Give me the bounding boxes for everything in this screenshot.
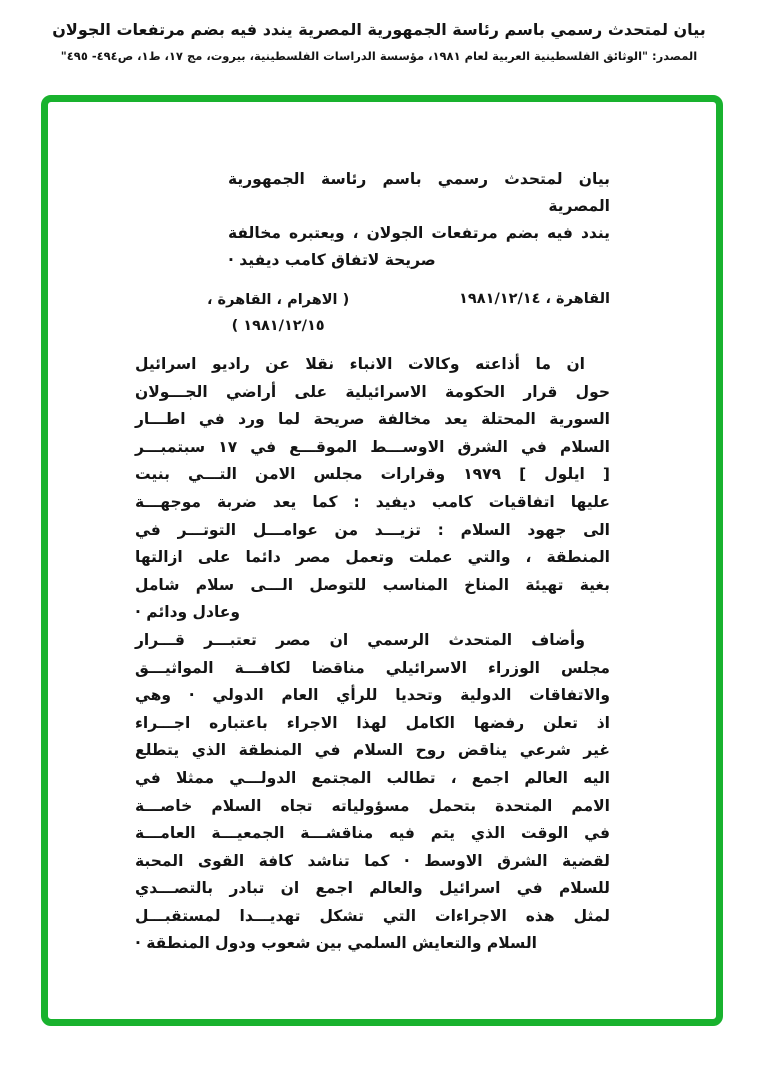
body-line: بغية تهيئة المناخ المناسب للتوصل الـــى سلام شامل [135, 575, 610, 594]
heading-line: بيان لمتحدث رسمي باسم رئاسة الجمهورية المصرية [228, 170, 610, 215]
body-line: لقضية الشرق الاوسط · كما تناشد كافة القوى المحبة [135, 851, 610, 870]
body-line: [ ايلول ] ١٩٧٩ وقرارات مجلس الامن التـــي بنيت [135, 465, 611, 484]
body-line: السورية المحتلة يعد مخالفة صريحة لما ورد في اطـــار [135, 410, 610, 429]
dateline-source-line: ( الاهرام ، القاهرة ، [207, 292, 350, 308]
body-line: لمثل هذه الاجراءات التي تشكل تهديـــدا لمستقبـــل [135, 906, 610, 925]
body-line: وأضاف المتحدث الرسمي ان مصر تعتبـــر قـــرار [135, 630, 585, 649]
body-line: اذ تعلن رفضها الكامل لهذا الاجراء باعتباره اجـــراء [135, 713, 610, 732]
body-line: المنطقة ، والتي عملت وتعمل مصر دائما على ازالتها [135, 548, 610, 567]
body-line: السلام في الشرق الاوســـط الموقـــع في ١٧ سبتمبـــر [135, 437, 610, 456]
body-line: في الوقت الذي يتم فيه مناقشـــة الجمعيـــة العامـــة [135, 824, 610, 843]
body-line: الى جهود السلام : تزيـــد من عوامـــل التوتـــر في [135, 520, 610, 539]
body-line: حول قرار الحكومة الاسرائيلية على أراضي الجـــولان [135, 382, 610, 401]
body-line: للسلام في اسرائيل والعالم اجمع ان تبادر بالتصـــدي [135, 879, 610, 898]
body-line: السلام والتعايش السلمي بين شعوب ودول المنطقة · [135, 934, 537, 953]
scan-frame [41, 95, 723, 1026]
body-line: وعادل ودائم · [135, 603, 241, 622]
source-citation: المصدر: "الوثائق الفلسطينية العربية لعام ١٩٨١، مؤسسة الدراسات الفلسطينية، بيروت، مج ١٧، ط١، ص٤٩٤- ٤٩٥" [60, 49, 698, 63]
dateline-source-line: ١٩٨١/١٢/١٥ ) [231, 318, 325, 334]
scanned-document [48, 102, 716, 958]
heading-line: صريحة لاتفاق كامب ديفيد · [228, 251, 436, 269]
body-line: عليها اتفاقيات كامب ديفيد : كما يعد ضربة موجهـــة [135, 492, 610, 511]
dateline-place-date: القاهرة ، ١٩٨١/١٢/١٤ [459, 291, 610, 307]
body-line: ان ما أذاعته وكالات الانباء نقلا عن راديو اسرائيل [135, 355, 585, 373]
statement-body [135, 351, 610, 958]
dateline [135, 287, 610, 339]
statement-heading [228, 166, 610, 274]
heading-line: يندد فيه بضم مرتفعات الجولان ، ويعتبره مخالفة [228, 224, 610, 242]
paragraph [135, 627, 610, 958]
body-line: غير شرعي يناقض روح السلام في المنطقة الذي يتطلع [135, 741, 610, 760]
page-header [0, 0, 758, 64]
dateline-source [207, 287, 349, 339]
body-line: مجلس الوزراء الاسرائيلي مناقضا لكافـــة المواثيـــق [135, 658, 610, 677]
paragraph [135, 351, 610, 627]
body-line: اليه العالم اجمع ، تطالب المجتمع الدولـــي ممثلا في [135, 768, 610, 787]
document-title: بيان لمتحدث رسمي باسم رئاسة الجمهورية المصرية يندد فيه بضم مرتفعات الجولان [52, 20, 706, 39]
body-line: والاتفاقات الدولية وتحديا للرأي العام الدولي · وهي [135, 686, 610, 705]
body-line: الامم المتحدة بتحمل مسؤولياته تجاه السلام خاصـــة [135, 796, 610, 815]
